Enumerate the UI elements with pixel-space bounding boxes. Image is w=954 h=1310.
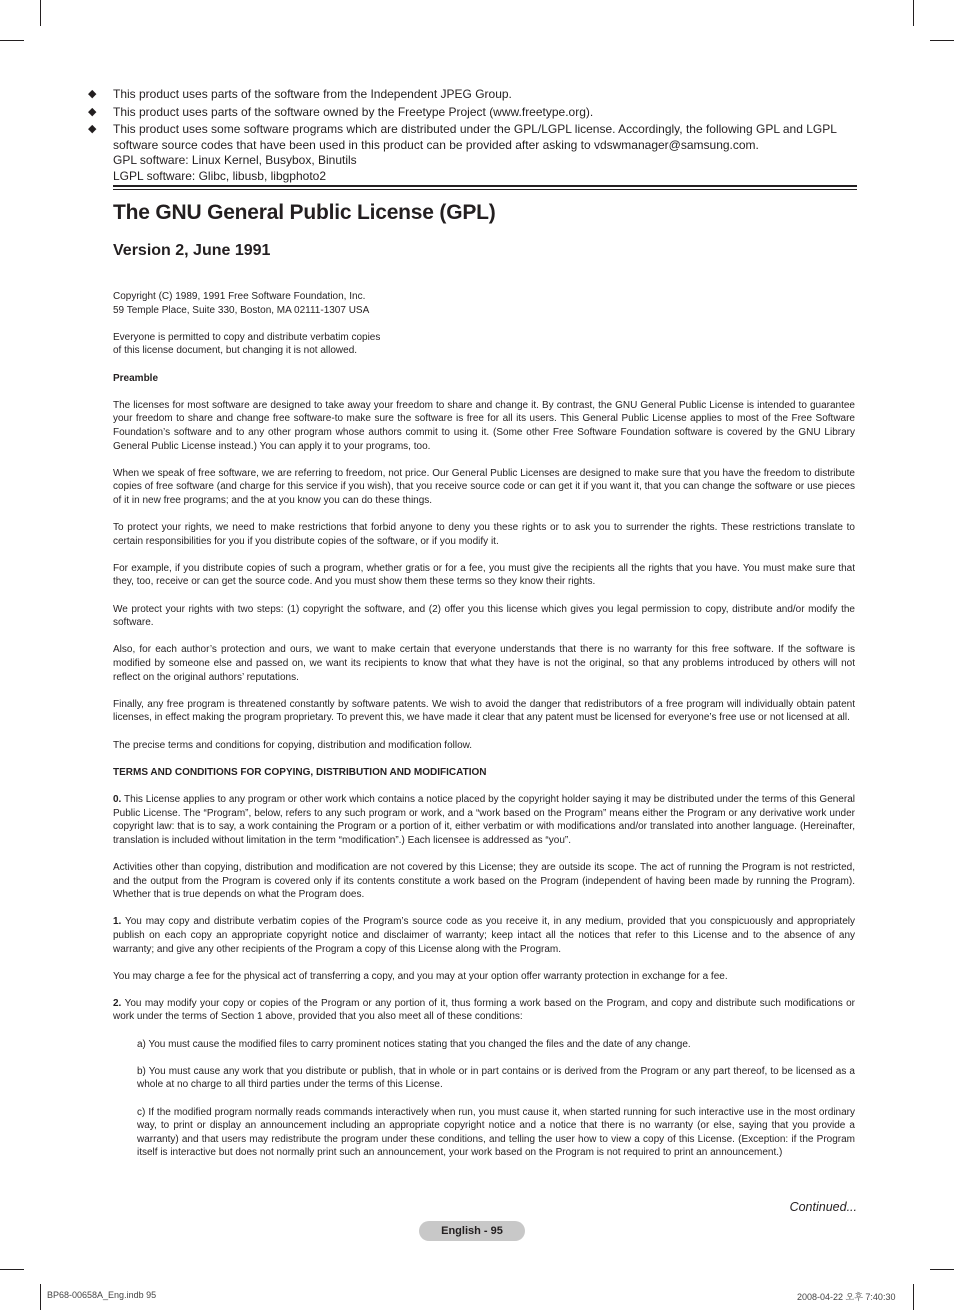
notice-item: ◆ This product uses some software programs which are distributed under the GPL/LGPL license. Accordingly, the following GPL and LGPL software source codes that have been used in this product can be provided after asking to vdswmanager@samsung.com. GPL software: Linux Kernel, Busybox, Binutils LGPL software: Glibc, libusb, libgphoto2 — [88, 122, 837, 183]
paragraph: Activities other than copying, distribution and modification are not covered by this License; they are outside its scope. The act of running the Program is not restricted, and the output from the Program is covered only if its contents constitute a work based on the Program (independent of having been made by running the Program). Whether that is true depends on what the Program does. — [113, 861, 855, 901]
crop-mark — [913, 0, 914, 26]
condition-c: c) If the modified program normally reads commands interactively when run, you must cause it, when started running for such interactive use in the most ordinary way, to print or display an announcement including an appropriate copyright notice and a notice that there is no warranty (or else, saying that you provide a warranty) and that users may redistribute the program under these conditions, and telling the user how to view a copy of this License. (Exception: if the Program itself is interactive but does not normally print such an announcement, your work based on the Program is not required to print an announcement.) — [137, 1106, 855, 1159]
condition-a: a) You must cause the modified files to carry prominent notices stating that you changed the files and the date of any change. — [137, 1038, 691, 1050]
terms-heading: TERMS AND CONDITIONS FOR COPYING, DISTRIBUTION AND MODIFICATION — [113, 766, 487, 778]
paragraph: The precise terms and conditions for copying, distribution and modification follow. — [113, 739, 473, 751]
crop-mark — [0, 40, 24, 41]
paragraph: Finally, any free program is threatened constantly by software patents. We wish to avoid the danger that redistributors of a free program will individually obtain patent licenses, in effect making the program proprietary. To prevent this, we have made it clear that any patent must be licensed for everyone’s free use or not licensed at all. — [113, 698, 855, 724]
footer-timestamp: 2008-04-22 오후 7:40:30 — [797, 1292, 896, 1302]
version-subtitle: Version 2, June 1991 — [113, 242, 271, 259]
section-2: 2. You may modify your copy or copies of the Program or any portion of it, thus forming a work based on the Program, and copy and distribute such modifications or work under the terms of Section 1 above, provided that you also meet all of these conditions: — [113, 997, 855, 1023]
divider — [113, 189, 857, 190]
license-body — [113, 290, 855, 1174]
section-number: 0. — [113, 793, 122, 805]
paragraph: For example, if you distribute copies of such a program, whether gratis or for a fee, you must give the recipients all the rights that you have. You must make sure that they, too, receive or can get the source code. And you must show them these terms so they know their rights. — [113, 562, 855, 588]
paragraph: Also, for each author’s protection and ours, we want to make certain that everyone understands that there is no warranty for this free software. If the software is modified by someone else and passed on, we want its recipients to know that what they have is not the original, so that any problems introduced by others will not reflect on the original authors’ reputations. — [113, 644, 855, 683]
paragraph: To protect your rights, we need to make restrictions that forbid anyone to deny you these rights or to ask you to surrender the rights. These restrictions translate to certain responsibilities for you if you distribute copies of the software, or if you modify it. — [113, 522, 855, 547]
page-number-badge: English - 95 — [419, 1221, 525, 1241]
paragraph: When we speak of free software, we are referring to freedom, not price. Our General Public Licenses are designed to make sure that you have the freedom to distribute copies of free software (and charge for this service if you wish), that you receive source code or can get it if you want it, that you can change the software or use pieces of it in new free programs; and the at you know you can do these things. — [113, 467, 855, 506]
crop-mark — [913, 1284, 914, 1310]
diamond-bullet-icon: ◆ — [88, 105, 97, 118]
software-notices — [88, 87, 858, 186]
diamond-bullet-icon: ◆ — [88, 123, 97, 135]
paragraph: We protect your rights with two steps: (1) copyright the software, and (2) offer you this license which gives you legal permission to copy, distribute and/or modify the software. — [113, 603, 855, 629]
paragraph: You may charge a fee for the physical act of transferring a copy, and you may at your option offer warranty protection in exchange for a fee. — [113, 970, 728, 982]
copyright-notice: Copyright (C) 1989, 1991 Free Software Foundation, Inc. 59 Temple Place, Suite 330, Boston, MA 02111-1307 USA — [113, 291, 370, 316]
section-0: 0. This License applies to any program or other work which contains a notice placed by the copyright holder saying it may be distributed under the terms of this General Public License. The “Program”, below, refers to any such program or work, and a “work based on the Program” means either the Program or any derivative work under copyright law: that is to say, a work containing the Program or a portion of it, either verbatim or with modifications and/or translated into another language. (Hereinafter, translation is included without limitation in the term “modification”.) Each licensee is addressed as “you”. — [113, 793, 855, 846]
crop-mark — [40, 1284, 41, 1310]
notice-item: ◆ This product uses parts of the software owned by the Freetype Project (www.freetype.org). — [88, 104, 594, 119]
section-number: 2. — [113, 997, 122, 1009]
divider — [113, 185, 857, 187]
footer-filename: BP68-00658A_Eng.indb 95 — [47, 1290, 157, 1300]
permission-notice: Everyone is permitted to copy and distribute verbatim copies of this license document, but changing it is not allowed. — [113, 331, 381, 357]
continued-label: Continued... — [789, 1200, 857, 1214]
crop-mark — [930, 40, 954, 41]
paragraph: The licenses for most software are designed to take away your freedom to share and change it. By contrast, the GNU General Public License is intended to guarantee your freedom to share and change free software-to make sure the software is free for all its users. This General Public License applies to most of the Free Software Foundation’s software and to any other program whose authors commit to using it. (Some other Free Software Foundation software is covered by the GNU Library General Public License instead.) You can apply it to your programs, too. — [113, 399, 855, 452]
crop-mark — [930, 1269, 954, 1270]
crop-mark — [40, 0, 41, 26]
page-title: The GNU General Public License (GPL) — [113, 201, 496, 224]
notice-item: ◆ This product uses parts of the software from the Independent JPEG Group. — [88, 87, 512, 101]
section-number: 1. — [113, 916, 122, 928]
preamble-heading: Preamble — [113, 372, 159, 384]
diamond-bullet-icon: ◆ — [88, 88, 97, 100]
crop-mark — [0, 1269, 24, 1270]
section-1: 1. You may copy and distribute verbatim copies of the Program’s source code as you receive it, in any medium, provided that you conspicuously and appropriately publish on each copy an appropriate copyright notice and disclaimer of warranty; keep intact all the notices that refer to this License and to the absence of any warranty; and give any other recipients of the Program a copy of this License along with the Program. — [113, 916, 855, 955]
condition-b: b) You must cause any work that you distribute or publish, that in whole or in part contains or is derived from the Program or any part thereof, to be licensed as a whole at no charge to all third parties under the terms of this License. — [137, 1065, 855, 1091]
